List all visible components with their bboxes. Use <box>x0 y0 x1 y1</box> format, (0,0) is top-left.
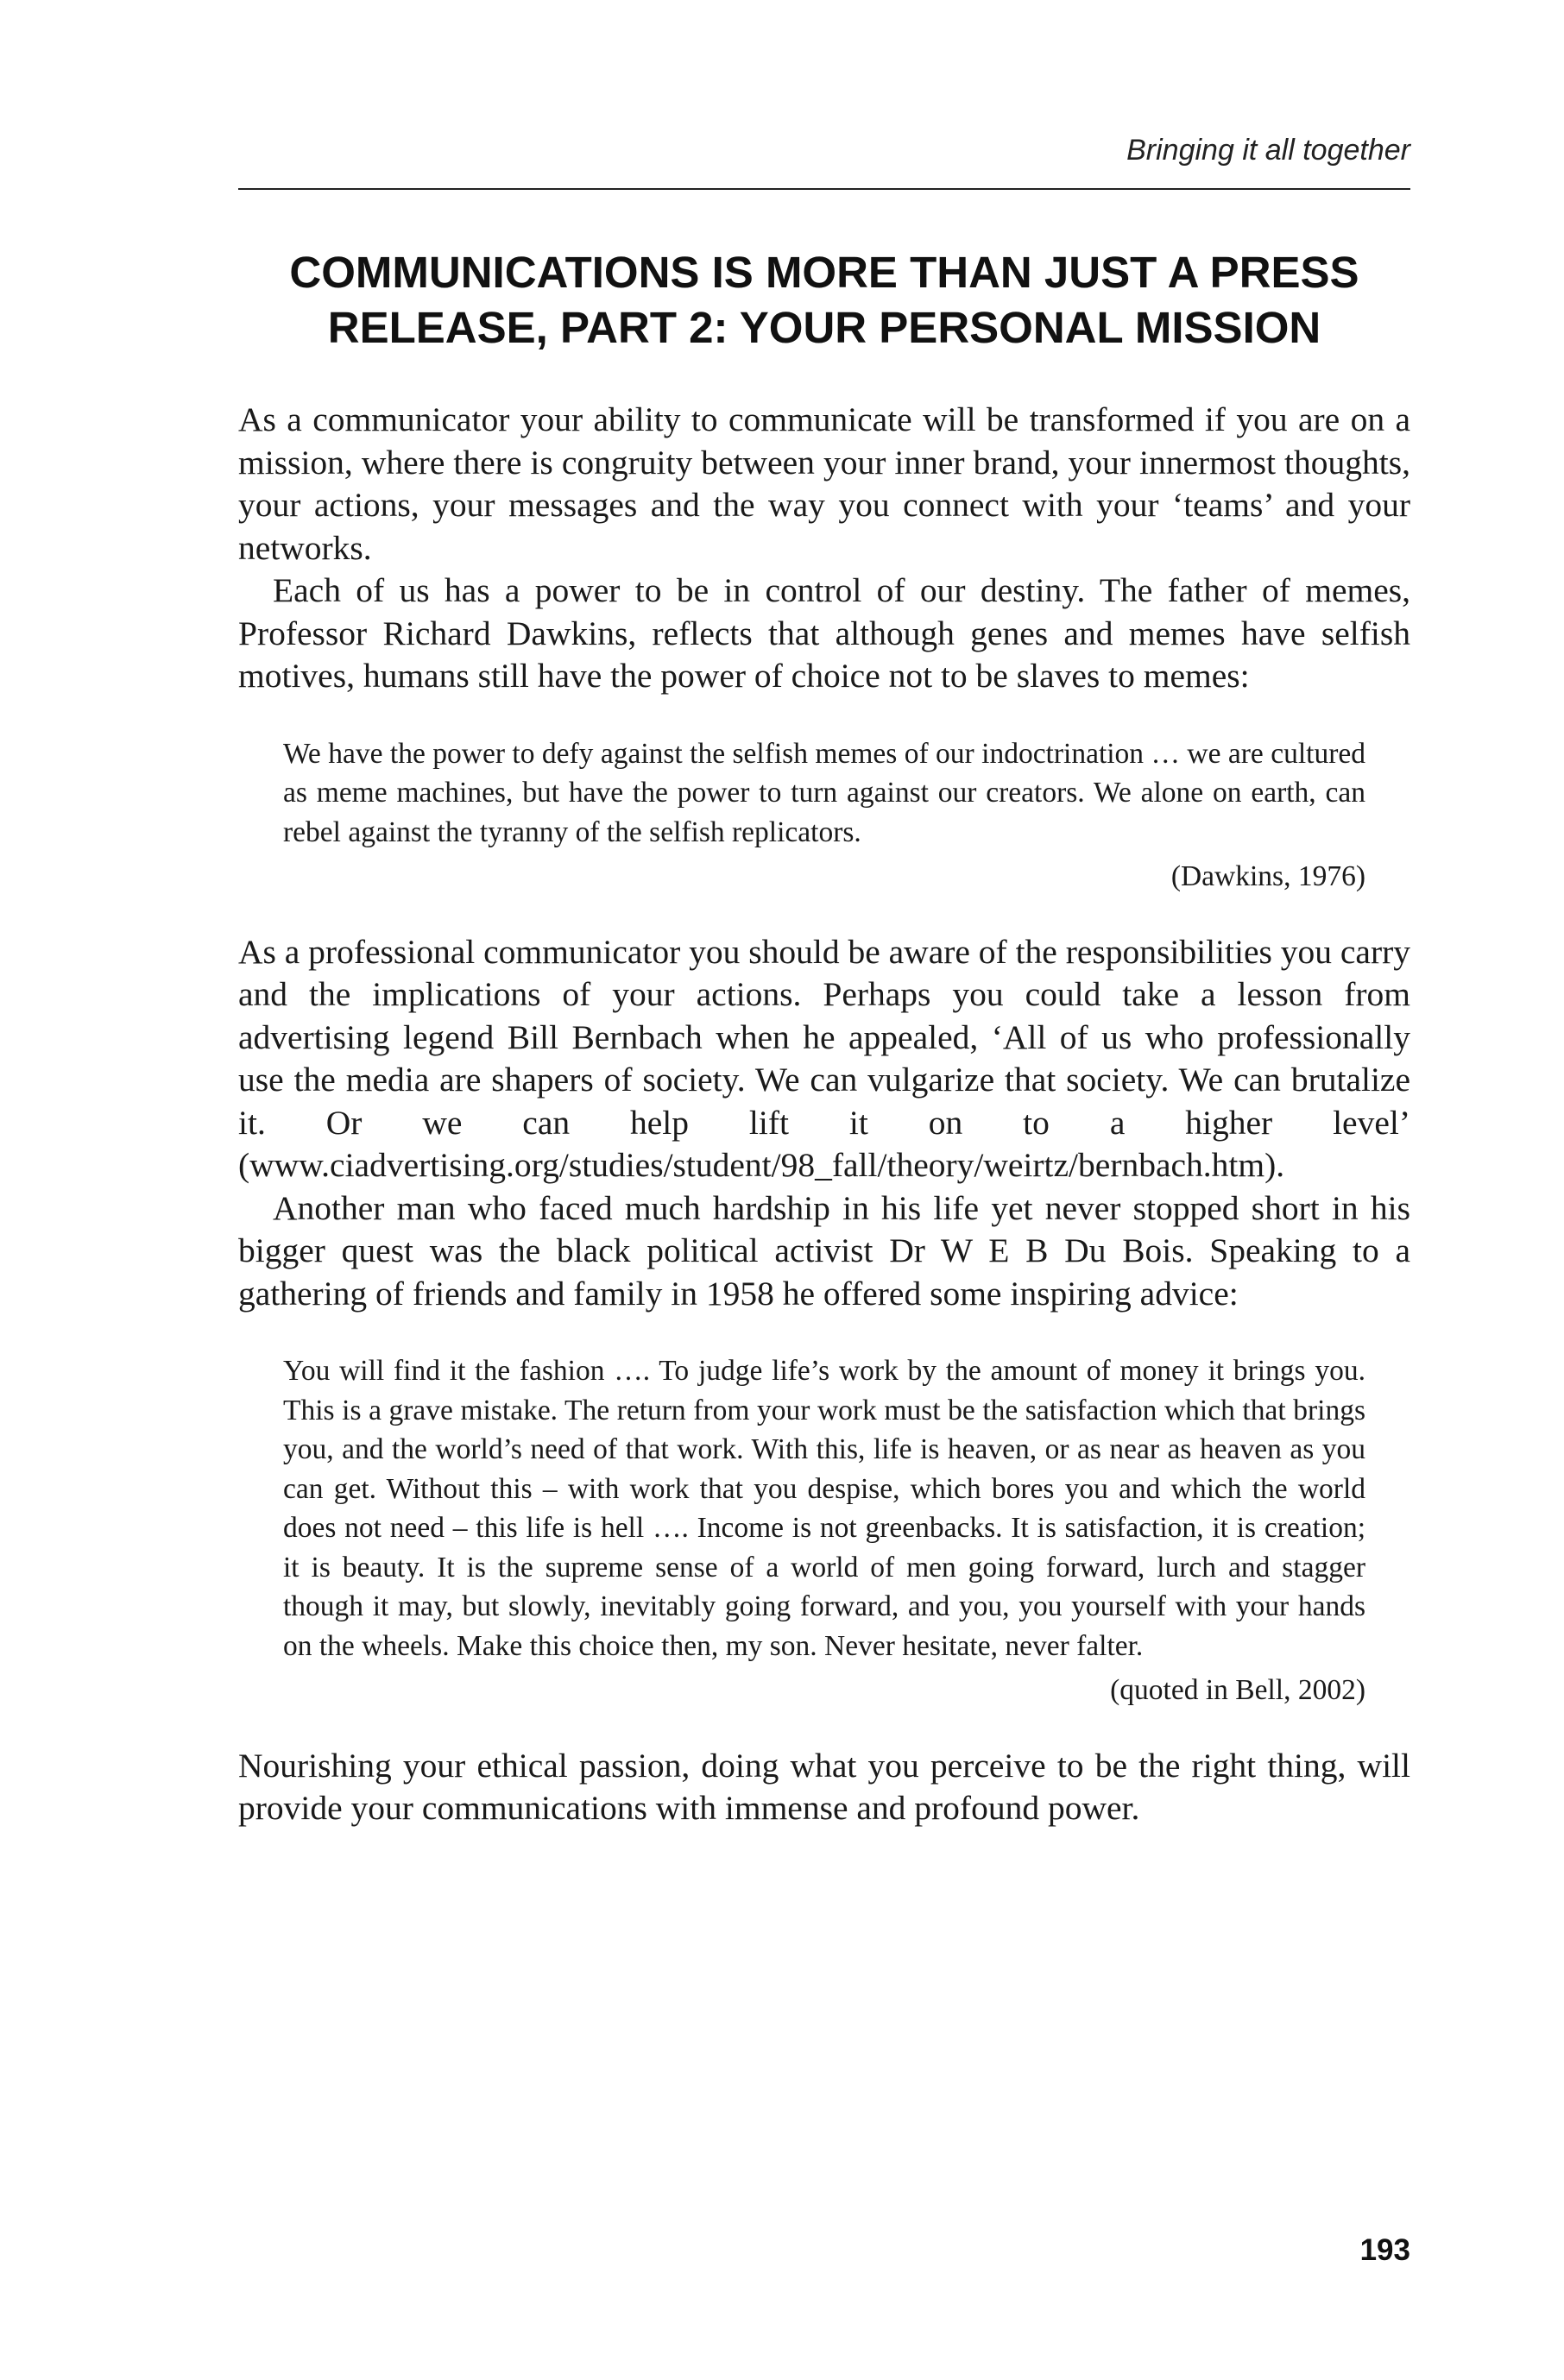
page-number: 193 <box>1359 2233 1410 2267</box>
paragraph-ethical-passion: Nourishing your ethical passion, doing what you perceive to be the right thing, will provide your communications with immense and profound power. <box>238 1746 1410 1827</box>
quote-du-bois <box>283 1351 1365 1710</box>
paragraph-destiny: Each of us has a power to be in control of our destiny. The father of memes, Professor Richard Dawkins, reflects that although genes and memes have selfish motives, humans still have the power of choice not to be slaves to memes: <box>238 571 1410 695</box>
body-text <box>238 399 1410 1830</box>
header-rule <box>238 188 1410 190</box>
paragraph-mission: As a communicator your ability to communicate will be transformed if you are on a mission, where there is congruity between your inner brand, your innermost thoughts, your actions, your messages and the way you connect with your ‘teams’ and your networks. <box>238 400 1410 567</box>
quote-du-bois-text: You will find it the fashion …. To judge life’s work by the amount of money it brings you. This is a grave mistake. The return from your work must be the satisfaction which that brings you, and the world’s need of that work. With this, life is heaven, or as near as heaven as you can get. Without this – with work that you despise, which bores you and which the world does not need – this life is hell …. Income is not greenbacks. It is satisfaction, it is creation; it is beauty. It is the supreme sense of a world of men going forward, lurch and stagger though it may, but slowly, inevitably going forward, and you, you yourself with your hands on the wheels. Make this choice then, my son. Never hesitate, never falter. <box>283 1355 1365 1662</box>
paragraph-du-bois: Another man who faced much hardship in his life yet never stopped short in his bigger quest was the black political activist Dr W E B Du Bois. Speaking to a gathering of friends and family in 1958 he offered some inspiring advice: <box>238 1188 1410 1313</box>
quote-dawkins-citation: (Dawkins, 1976) <box>1170 860 1365 892</box>
section-heading: COMMUNICATIONS IS MORE THAN JUST A PRESS RELEASE, PART 2: YOUR PERSONAL MISSION <box>289 248 1359 352</box>
quote-dawkins-text: We have the power to defy against the selfish memes of our indoctrination … we are cultured as meme machines, but have the power to turn against our creators. We alone on earth, can rebel against the tyranny of the selfish replicators. <box>283 737 1365 848</box>
quote-dawkins <box>283 734 1365 897</box>
running-header: Bringing it all together <box>1126 134 1410 167</box>
paragraph-responsibilities: As a professional communicator you should be aware of the responsibilities you carry and the implications of your actions. Perhaps you could take a lesson from advertising legend Bill Bernbach when he appealed, ‘All of us who professionally use the media are shapers of society. We can vulgarize that society. We can brutalize it. Or we can help lift it on to a higher level’ (www.ciadvertising.org/studies/student/98_fall/theory/weirtz/bernbach.htm). <box>238 932 1411 1184</box>
quote-du-bois-citation: (quoted in Bell, 2002) <box>1110 1674 1365 1706</box>
